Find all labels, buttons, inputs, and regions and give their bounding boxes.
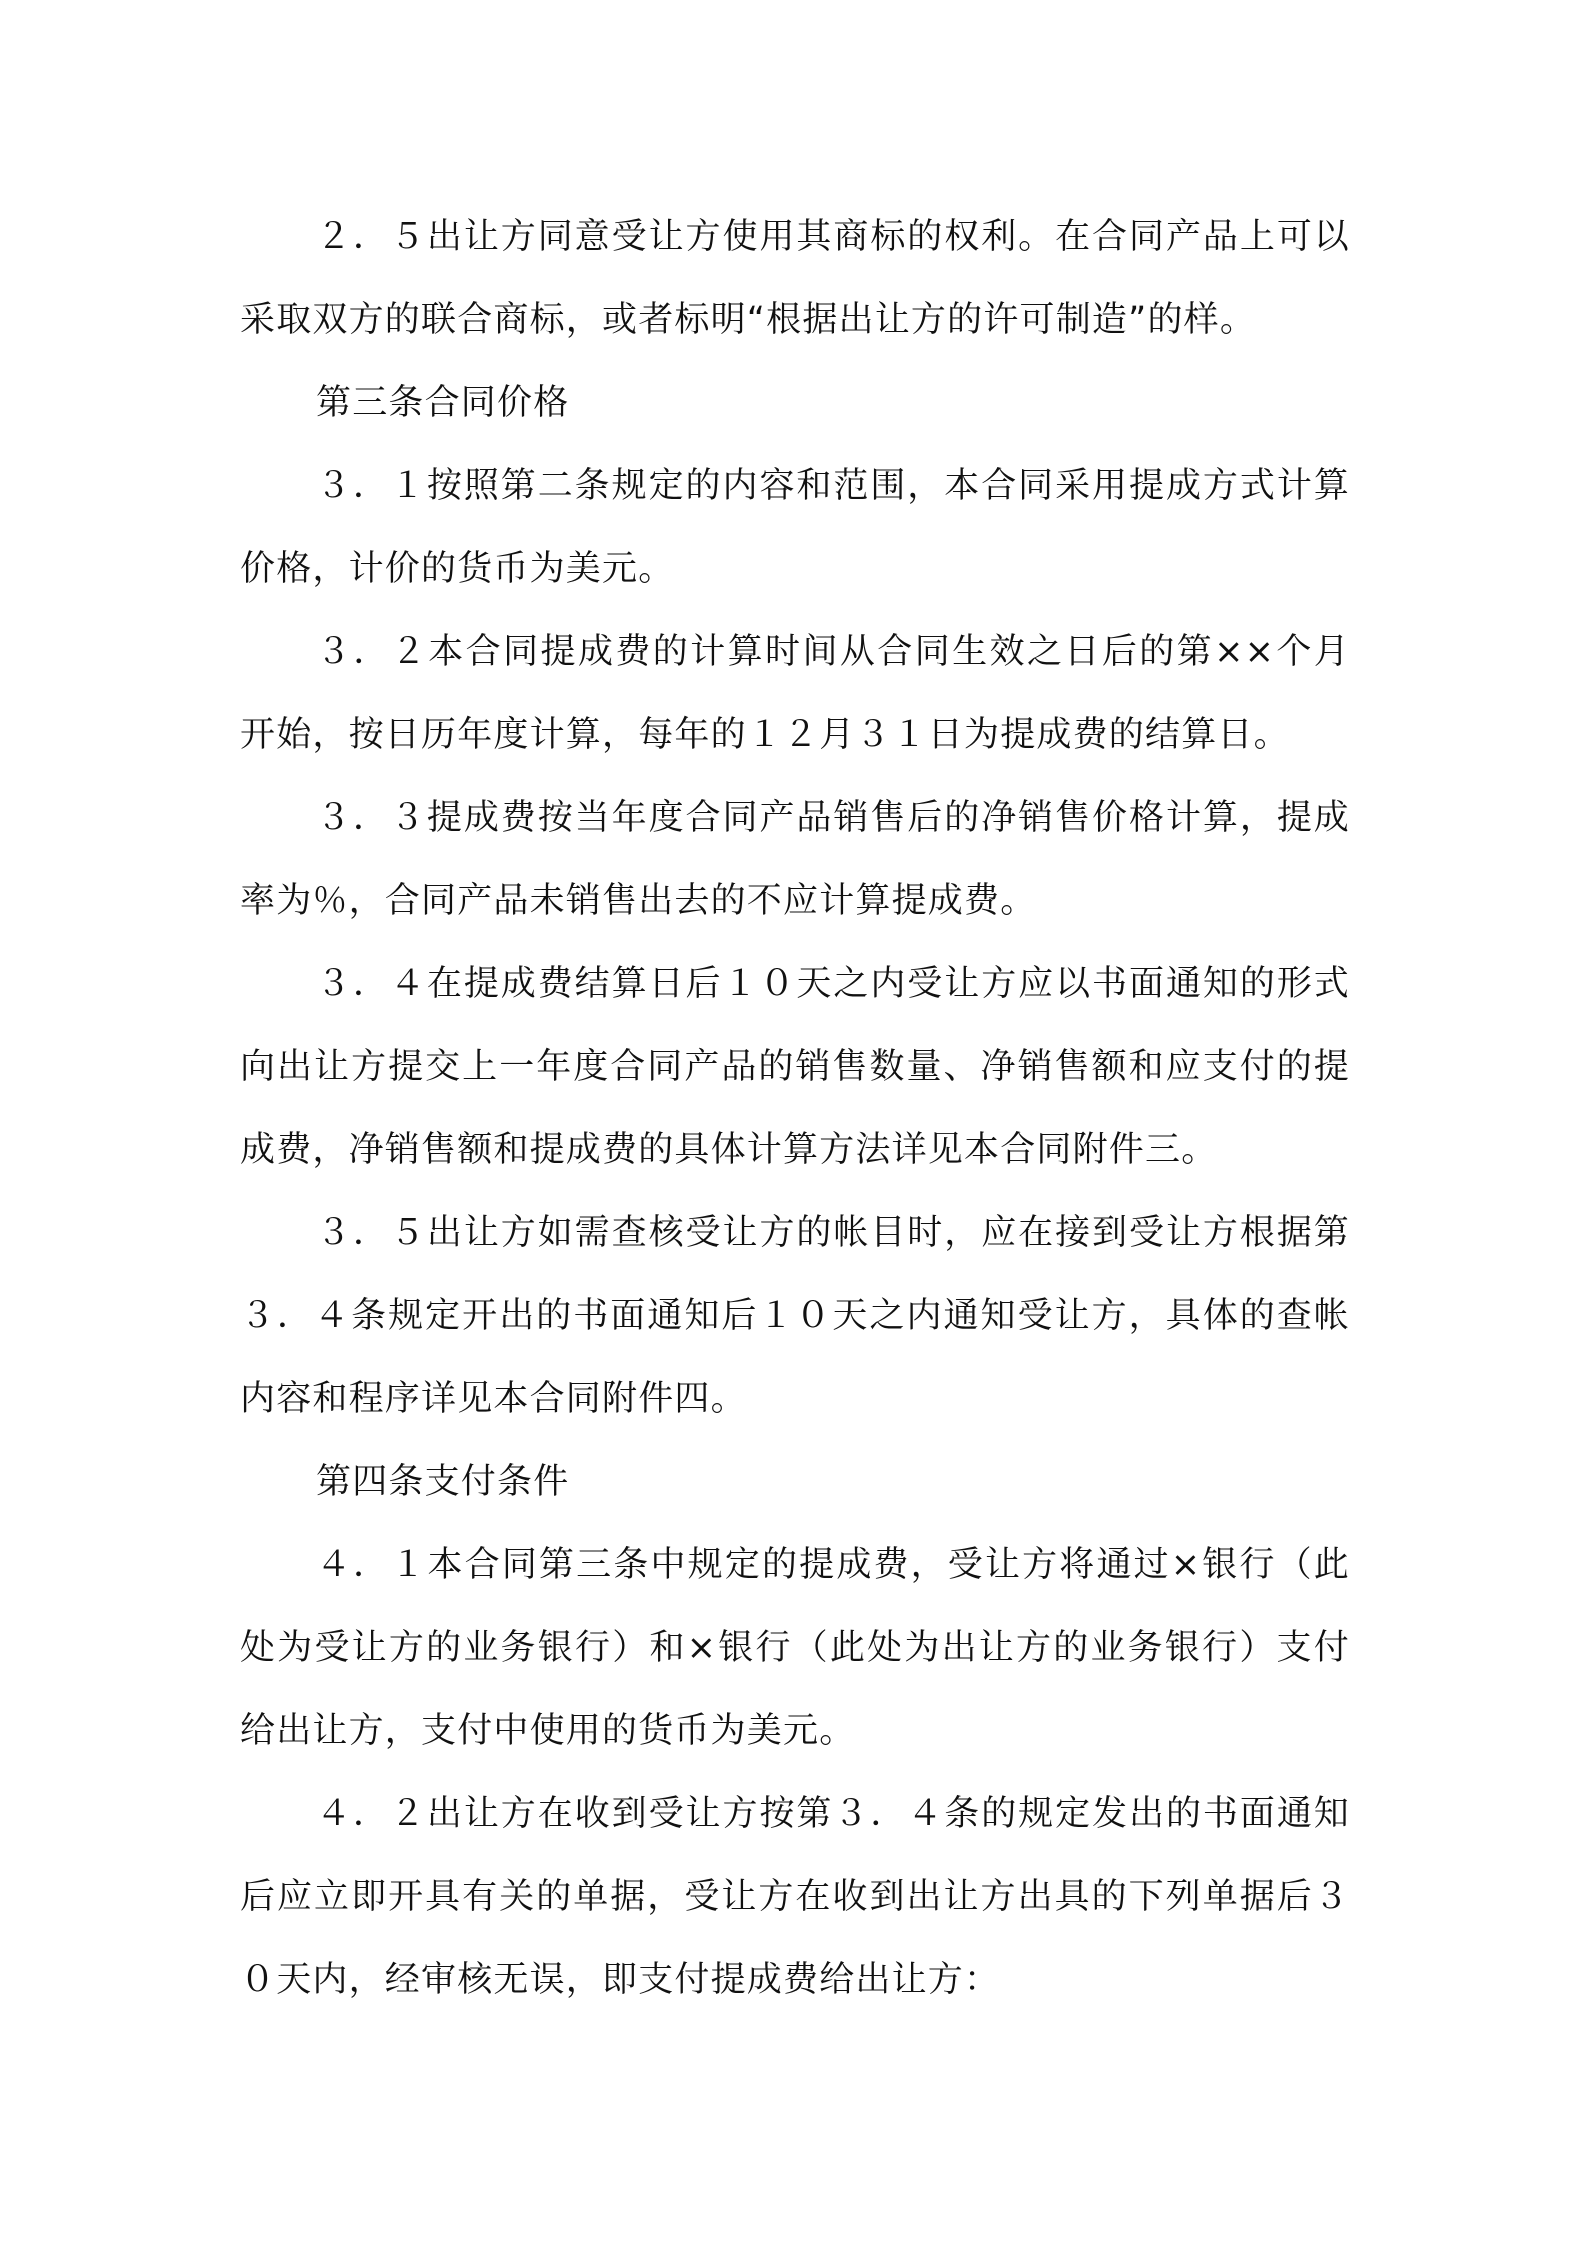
document-body [240,196,1350,2022]
clause-4-2: ４．２出让方在收到受让方按第３．４条的规定发出的书面通知后应立即开具有关的单据，受让方在收到出让方出具的下列单据后３０天内，经审核无误，即支付提成费给出让方： [240,1794,1350,2000]
clause-3-3: ３．３提成费按当年度合同产品销售后的净销售价格计算，提成率为％，合同产品未销售出去的不应计算提成费。 [240,798,1350,921]
clause-3-5: ３．５出让方如需查核受让方的帐目时，应在接到受让方根据第３．４条规定开出的书面通知后１０天之内通知受让方，具体的查帐内容和程序详见本合同附件四。 [240,1213,1350,1419]
clause-3-2: ３．２本合同提成费的计算时间从合同生效之日后的第××个月开始，按日历年度计算，每年的１２月３１日为提成费的结算日。 [240,632,1350,755]
clause-4-1: ４．１本合同第三条中规定的提成费，受让方将通过×银行（此处为受让方的业务银行）和×银行（此处为出让方的业务银行）支付给出让方，支付中使用的货币为美元。 [240,1545,1350,1751]
article-4-heading: 第四条支付条件 [316,1462,570,1502]
article-3-heading: 第三条合同价格 [316,383,570,423]
clause-3-1: ３．１按照第二条规定的内容和范围，本合同采用提成方式计算价格，计价的货币为美元。 [240,466,1350,589]
clause-2-5: ２．５出让方同意受让方使用其商标的权利。在合同产品上可以采取双方的联合商标，或者标明“根据出让方的许可制造”的样。 [240,217,1350,340]
clause-3-4: ３．４在提成费结算日后１０天之内受让方应以书面通知的形式向出让方提交上一年度合同产品的销售数量、净销售额和应支付的提成费，净销售额和提成费的具体计算方法详见本合同附件三。 [240,964,1350,1170]
